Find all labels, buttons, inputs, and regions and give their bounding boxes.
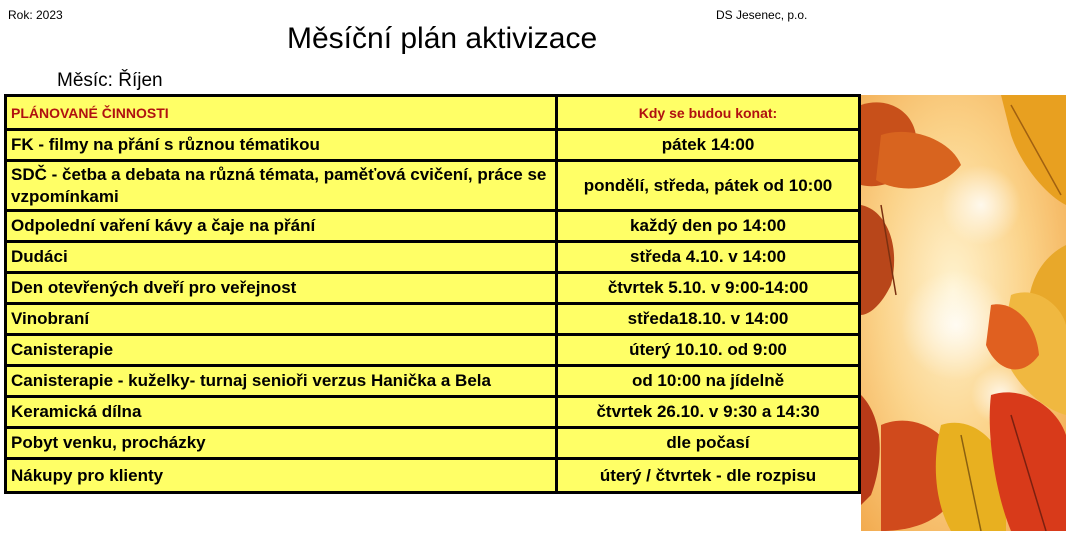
- page-title: Měsíční plán aktivizace: [287, 22, 598, 55]
- activity-cell: FK - filmy na přání s různou tématikou: [6, 130, 557, 161]
- when-cell: od 10:00 na jídelně: [557, 366, 860, 397]
- when-cell: čtvrtek 5.10. v 9:00-14:00: [557, 273, 860, 304]
- table-row: [6, 428, 860, 459]
- column-header-activities: PLÁNOVANÉ ČINNOSTI: [6, 96, 557, 130]
- when-cell: čtvrtek 26.10. v 9:30 a 14:30: [557, 397, 860, 428]
- table-row: [6, 459, 860, 493]
- autumn-leaves-image: [861, 95, 1066, 531]
- table-row: [6, 366, 860, 397]
- table-header-row: [6, 96, 860, 130]
- activity-cell: Nákupy pro klienty: [6, 459, 557, 493]
- activity-cell: Vinobraní: [6, 304, 557, 335]
- table-row: [6, 397, 860, 428]
- activity-cell: Den otevřených dveří pro veřejnost: [6, 273, 557, 304]
- table-row: [6, 242, 860, 273]
- when-cell: středa18.10. v 14:00: [557, 304, 860, 335]
- table-row: [6, 304, 860, 335]
- activity-cell: Dudáci: [6, 242, 557, 273]
- table-row: [6, 130, 860, 161]
- table-row: [6, 211, 860, 242]
- activity-cell: Odpolední vaření kávy a čaje na přání: [6, 211, 557, 242]
- table-row: [6, 161, 860, 211]
- when-cell: pondělí, středa, pátek od 10:00: [557, 161, 860, 211]
- activity-cell: SDČ - četba a debata na různá témata, paměťová cvičení, práce se vzpomínkami: [6, 161, 557, 211]
- when-cell: úterý 10.10. od 9:00: [557, 335, 860, 366]
- activity-plan-table: [4, 94, 861, 494]
- activity-cell: Canisterapie - kuželky- turnaj senioři verzus Hanička a Bela: [6, 366, 557, 397]
- column-header-when: Kdy se budou konat:: [557, 96, 860, 130]
- when-cell: pátek 14:00: [557, 130, 860, 161]
- month-label: Měsíc: Říjen: [57, 70, 163, 91]
- when-cell: úterý / čtvrtek - dle rozpisu: [557, 459, 860, 493]
- when-cell: dle počasí: [557, 428, 860, 459]
- activity-cell: Pobyt venku, procházky: [6, 428, 557, 459]
- activity-cell: Canisterapie: [6, 335, 557, 366]
- when-cell: každý den po 14:00: [557, 211, 860, 242]
- year-label: Rok: 2023: [8, 8, 63, 22]
- table-row: [6, 273, 860, 304]
- activity-cell: Keramická dílna: [6, 397, 557, 428]
- organization-label: DS Jesenec, p.o.: [716, 8, 808, 22]
- table-row: [6, 335, 860, 366]
- when-cell: středa 4.10. v 14:00: [557, 242, 860, 273]
